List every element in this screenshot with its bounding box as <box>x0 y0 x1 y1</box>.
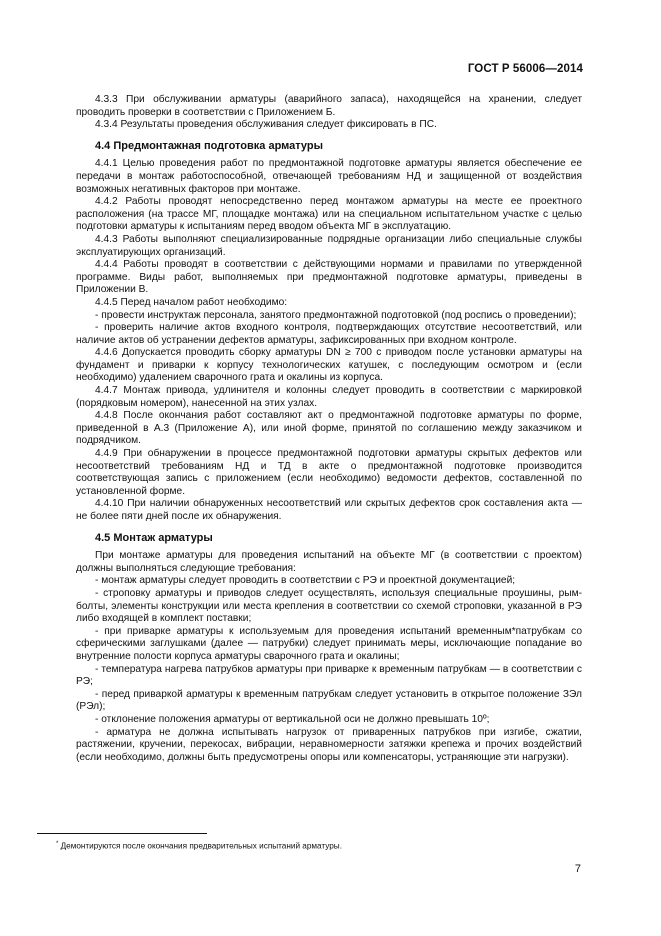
paragraph: При монтаже арматуры для проведения испытаний на объекте МГ (в соответствии с проектом) должны выполняться следующие требования: <box>76 550 582 574</box>
paragraph: 4.4.10 При наличии обнаруженных несоответствий или скрытых дефектов срок составления акта — не более пяти дней после их обнаружения. <box>76 498 582 522</box>
paragraph: 4.4.4 Работы проводят в соответствии с действующими нормами и правилами по утвержденной программе. Виды работ, выполняемых при предмонтажной подготовке арматуры, приведены в Приложении В. <box>76 259 582 296</box>
section-heading: 4.4 Предмонтажная подготовка арматуры <box>95 139 324 152</box>
list-item: - температура нагрева патрубков арматуры при приварке к временным патрубкам — в соответствии с РЭ; <box>76 663 582 688</box>
footnote-marker: * <box>56 841 59 847</box>
list-item: - при приварке арматуры к используемым для проведения испытаний временным*патрубкам со сферическими заглушками (далее — патрубки) следует принимать меры, исключающие попадание во внутренние полости корпуса арматуры сварочного грата и окалины; <box>76 625 582 662</box>
list-item: - отклонение положения арматуры от вертикальной оси не должно превышать 10º; <box>95 713 490 725</box>
paragraph: 4.4.9 При обнаружении в процессе предмонтажной подготовки арматуры скрытых дефектов или несоответствий требованиям НД и ТД в акте о предмонтажной подготовке производится соответствующая запись с приложением (если необходимо) ведомости дефектов, составленной по установленной форме. <box>76 448 582 497</box>
paragraph: 4.4.1 Целью проведения работ по предмонтажной подготовке арматуры является обеспечение ее передачи в монтаж работоспособной, отвечающей требованиям НД и защищенной от воздействия возможных негативных факторов при монтаже. <box>76 158 582 195</box>
list-item: - провести инструктаж персонала, занятого предмонтажной подготовкой (под роспись о проведении); <box>95 309 577 321</box>
paragraph: 4.4.8 После окончания работ составляют акт о предмонтажной подготовке арматуры по форме, приведенной в А.3 (Приложение А), или иной форме, принятой по соглашению между заказчиком и подрядчиком. <box>76 410 582 447</box>
list-item: - строповку арматуры и приводов следует осуществлять, используя специальные проушины, рым-болты, элементы конструкции или места крепления в соответствии со схемой строповки, указанной в РЭ либо входящей в комплект поставки; <box>76 587 582 625</box>
footnote-divider <box>37 833 207 834</box>
list-item: - монтаж арматуры следует проводить в соответствии с РЭ и проектной документацией; <box>95 575 516 587</box>
paragraph: 4.4.6 Допускается проводить сборку арматуры DN ≥ 700 с приводом после установки арматуры на фундамент и приварки к корпусу технологических катушек, с последующим осмотром и (если необходимо) удалением сварочного грата и окалины из корпуса. <box>76 347 582 384</box>
list-item: - перед приваркой арматуры к временным патрубкам следует установить в открытое положение ЗЭл (РЭл); <box>76 688 582 713</box>
page-number: 7 <box>574 863 581 875</box>
list-item: - проверить наличие актов входного контроля, подтверждающих отсутствие несоответствий, или наличие актов об устранении дефектов арматуры, зафиксированных при входном контроле. <box>76 322 582 346</box>
footnote-text: Демонтируются после окончания предварительных испытаний арматуры. <box>58 841 342 851</box>
standard-designation: ГОСТ Р 56006—2014 <box>467 63 583 75</box>
paragraph: 4.4.5 Перед началом работ необходимо: <box>95 296 288 308</box>
paragraph: 4.4.7 Монтаж привода, удлинителя и колонны следует проводить в соответствии с маркировкой (порядковым номером), нанесенной на этих узлах. <box>76 385 582 409</box>
document-body <box>76 94 582 764</box>
paragraph: 4.3.3 При обслуживании арматуры (аварийного запаса), находящейся на хранении, следует проводить проверки в соответствии с Приложением Б. <box>76 94 582 118</box>
section-heading: 4.5 Монтаж арматуры <box>95 531 213 544</box>
paragraph: 4.4.2 Работы проводят непосредственно перед монтажом арматуры на месте ее проектного расположения (на трассе МГ, площадке монтажа) или на специальном испытательном участке с целью подготовки арматуры к испытаниям перед вводом объекта МГ в эксплуатацию. <box>76 196 582 233</box>
footnote <box>56 841 342 851</box>
paragraph: 4.4.3 Работы выполняют специализированные подрядные организации либо специальные службы эксплуатирующих организаций. <box>76 233 582 258</box>
list-item: - арматура не должна испытывать нагрузок от приваренных патрубков при изгибе, сжатии, растяжении, кручении, перекосах, вибрации, неравномерности затяжки крепежа и прочих воздействий (если необходимо, должны быть предусмотрены опоры или компенсаторы, устраняющие эти нагрузки). <box>76 726 582 763</box>
paragraph: 4.3.4 Результаты проведения обслуживания следует фиксировать в ПС. <box>95 119 437 131</box>
